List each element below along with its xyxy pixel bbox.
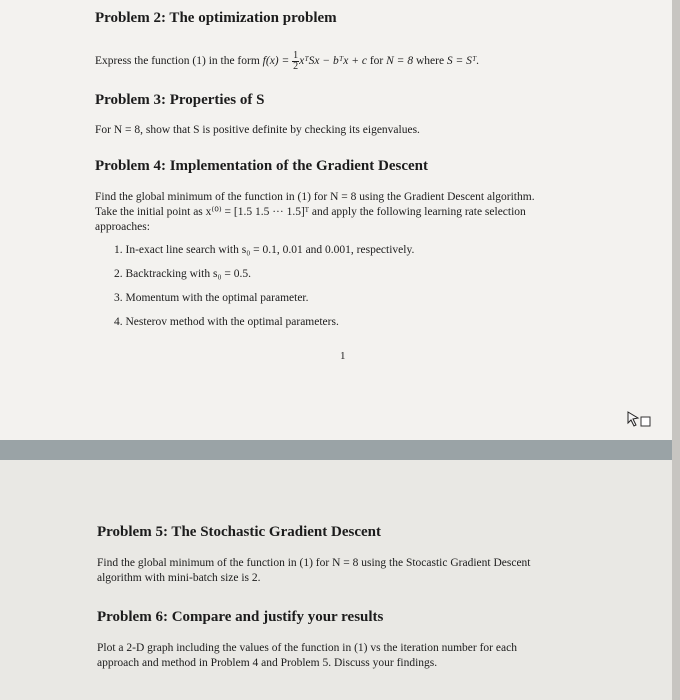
problem-4-line-3: approaches:	[95, 221, 150, 233]
problem-6-line-2: approach and method in Problem 4 and Problem 5. Discuss your findings.	[97, 657, 438, 669]
problem-4-line-1: Find the global minimum of the function in (1) for N = 8 using the Gradient Descent algorithm.	[95, 191, 535, 203]
problem-3-heading: Problem 3: Properties of S	[95, 92, 265, 108]
problem-2-heading: Problem 2: The optimization problem	[95, 10, 337, 26]
problem-4-heading: Problem 4: Implementation of the Gradient Descent	[95, 158, 429, 174]
document-page-2	[0, 460, 672, 700]
problem-6-line-1: Plot a 2-D graph including the values of the function in (1) vs the iteration number for each	[97, 642, 517, 654]
problem-6-heading: Problem 6: Compare and justify your results	[97, 609, 384, 625]
problem-4-line-2: Take the initial point as x⁽⁰⁾ = [1.5 1.5 ··· 1.5]ᵀ and apply the following learning rate selection	[95, 206, 526, 218]
list-item: 2. Backtracking with s₀ = 0.5.	[114, 268, 251, 280]
problem-2-body	[95, 51, 479, 72]
problem-2-prefix: Express the function (1) in the form	[95, 55, 263, 68]
problem-5-line-2: algorithm with mini-batch size is 2.	[97, 572, 261, 584]
page-edge	[672, 0, 680, 700]
page-number: 1	[340, 350, 346, 362]
list-item: 4. Nesterov method with the optimal parameters.	[114, 316, 339, 328]
problem-3-body: For N = 8, show that S is positive definite by checking its eigenvalues.	[95, 124, 420, 136]
n-equals: N = 8	[386, 55, 414, 68]
s-symmetric: S = Sᵀ.	[446, 55, 480, 68]
for-text: for	[369, 55, 387, 68]
page-gap	[0, 440, 680, 460]
frac-num: 1	[293, 50, 299, 61]
fx-label: f(x) =	[262, 55, 290, 68]
problem-5-line-1: Find the global minimum of the function in (1) for N = 8 using the Stocastic Gradient Descent	[97, 557, 531, 569]
learning-rate-list	[114, 243, 414, 339]
cursor-icon	[626, 408, 652, 430]
list-item: 3. Momentum with the optimal parameter.	[114, 292, 309, 304]
where-text: where	[413, 55, 447, 68]
frac-den: 2	[293, 61, 299, 72]
problem-5-heading: Problem 5: The Stochastic Gradient Descent	[97, 524, 381, 540]
list-item: 1. In-exact line search with s₀ = 0.1, 0.01 and 0.001, respectively.	[114, 244, 415, 256]
quadratic-expression: xᵀSx − bᵀx + c	[299, 55, 367, 68]
